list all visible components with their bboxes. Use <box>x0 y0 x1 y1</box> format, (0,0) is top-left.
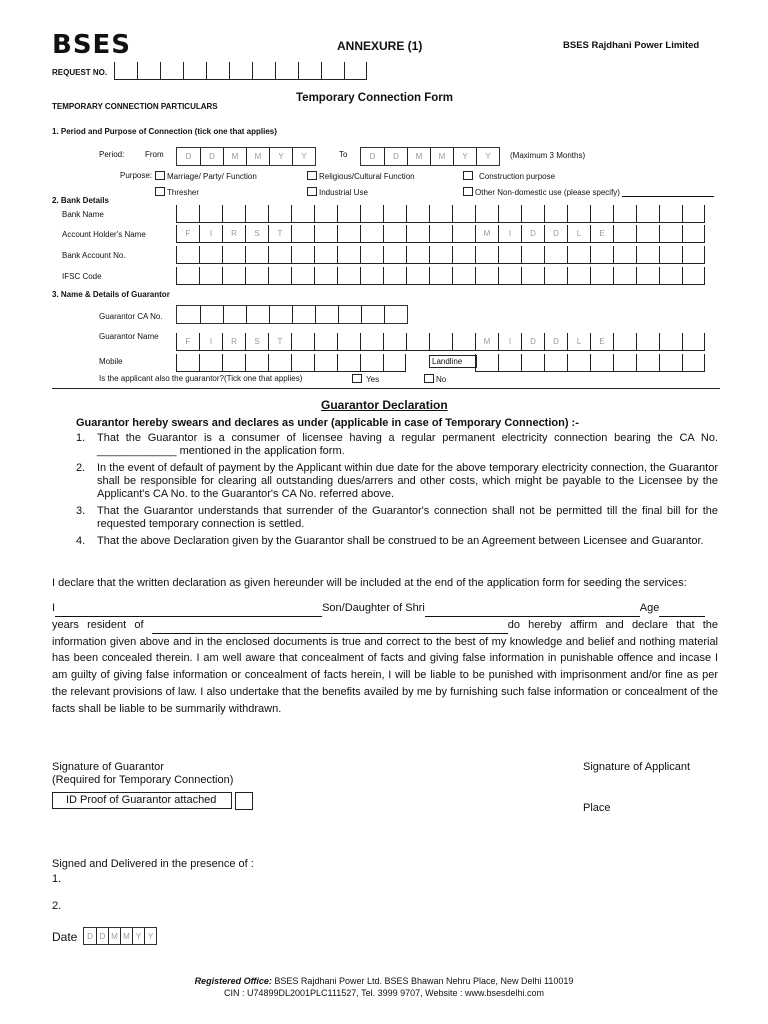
witness-1: 1. <box>52 873 62 885</box>
char-box[interactable]: Y <box>144 928 156 945</box>
char-box[interactable] <box>682 225 705 242</box>
char-box[interactable]: M <box>407 148 430 165</box>
guarantor-ca-field[interactable] <box>176 305 408 324</box>
to-date-field[interactable] <box>360 147 500 166</box>
list-item: 3. That the Guarantor understands that surrender of the Guarantor's connection shall not be permitted till the final bill for the requested temporary connection is settled. <box>76 505 718 530</box>
char-box[interactable] <box>544 205 567 222</box>
char-box[interactable] <box>360 225 383 242</box>
char-box[interactable] <box>160 62 183 79</box>
checkbox-icon <box>155 171 165 180</box>
char-box[interactable] <box>613 267 636 284</box>
id-proof-checkbox[interactable] <box>235 792 253 810</box>
guarantor-name-field[interactable] <box>176 333 705 351</box>
char-box[interactable] <box>498 246 521 263</box>
char-box[interactable] <box>314 225 337 242</box>
char-box[interactable] <box>245 354 268 371</box>
char-box[interactable] <box>429 333 452 350</box>
char-box[interactable]: M <box>246 148 269 165</box>
name-line[interactable] <box>55 604 322 617</box>
char-box[interactable]: D <box>200 148 223 165</box>
char-box[interactable] <box>590 246 613 263</box>
char-box[interactable] <box>222 205 245 222</box>
checkbox-icon <box>463 171 473 180</box>
char-box[interactable]: Y <box>453 148 476 165</box>
char-box[interactable] <box>406 267 429 284</box>
char-box[interactable] <box>383 205 406 222</box>
char-box[interactable] <box>452 333 475 350</box>
char-box[interactable] <box>337 267 360 284</box>
char-box[interactable]: F <box>176 333 199 350</box>
residence-line[interactable] <box>152 621 508 634</box>
char-box[interactable] <box>452 246 475 263</box>
list-item: 4. That the above Declaration given by the Guarantor shall be construed to be an Agreement between Licensee and Guarantor. <box>76 535 704 547</box>
bank-name-field[interactable] <box>176 205 705 223</box>
max-months-note: (Maximum 3 Months) <box>510 151 586 160</box>
char-box[interactable] <box>521 205 544 222</box>
bses-logo: BSES <box>52 30 132 60</box>
char-box[interactable] <box>268 246 291 263</box>
char-box[interactable] <box>384 306 407 323</box>
char-box[interactable]: I <box>498 225 521 242</box>
checkbox-icon <box>352 374 362 383</box>
char-box[interactable] <box>360 267 383 284</box>
declaration-intro: Guarantor hereby swears and declares as under (applicable in case of Temporary Connection) :- <box>76 417 579 429</box>
char-box[interactable] <box>291 267 314 284</box>
char-box[interactable] <box>636 333 659 350</box>
char-box[interactable]: M <box>475 225 498 242</box>
purpose-option-marriage[interactable]: Marriage/ Party/ Function <box>155 171 257 181</box>
declaration-title: Guarantor Declaration <box>321 398 448 412</box>
char-box[interactable] <box>452 267 475 284</box>
char-box[interactable] <box>338 306 361 323</box>
account-holder-field[interactable] <box>176 225 705 243</box>
char-box[interactable] <box>360 205 383 222</box>
char-box[interactable]: I <box>498 333 521 350</box>
char-box[interactable] <box>114 62 137 79</box>
section-divider <box>52 388 720 389</box>
char-box[interactable] <box>199 354 222 371</box>
witness-title: Signed and Delivered in the presence of : <box>52 858 254 870</box>
purpose-option-religious[interactable]: Religious/Cultural Function <box>307 171 415 181</box>
char-box[interactable] <box>252 62 275 79</box>
char-box[interactable] <box>498 205 521 222</box>
char-box[interactable] <box>314 333 337 350</box>
char-box[interactable] <box>659 225 682 242</box>
char-box[interactable]: D <box>96 928 108 945</box>
char-box[interactable] <box>406 333 429 350</box>
char-box[interactable] <box>682 267 705 284</box>
char-box[interactable] <box>521 354 544 371</box>
char-box[interactable] <box>199 267 222 284</box>
char-box[interactable] <box>337 246 360 263</box>
char-box[interactable] <box>337 354 360 371</box>
char-box[interactable] <box>636 246 659 263</box>
registered-office: Registered Office: BSES Rajdhani Power Ltd. BSES Bhawan Nehru Place, New Delhi 110019 <box>194 976 574 986</box>
char-box[interactable] <box>275 62 298 79</box>
char-box[interactable] <box>245 205 268 222</box>
landline-label[interactable]: Landline <box>429 355 477 368</box>
char-box[interactable] <box>429 267 452 284</box>
char-box[interactable] <box>613 246 636 263</box>
affirm-intro: I declare that the written declaration as given hereunder will be included at the end of the application form for seeding the services: <box>52 577 687 589</box>
place-label: Place <box>583 802 611 814</box>
char-box[interactable] <box>659 354 682 371</box>
char-box[interactable] <box>406 246 429 263</box>
char-box[interactable] <box>268 205 291 222</box>
char-box[interactable]: R <box>222 225 245 242</box>
purpose-option-construction[interactable]: Construction purpose <box>463 171 555 181</box>
char-box[interactable] <box>246 306 269 323</box>
guarantor-ca-label: Guarantor CA No. <box>99 312 163 321</box>
witness-2: 2. <box>52 900 62 912</box>
char-box[interactable]: E <box>590 333 613 350</box>
char-box[interactable] <box>636 225 659 242</box>
purpose-option-thresher[interactable]: Thresher <box>155 187 199 197</box>
account-holder-label: Account Holder's Name <box>62 230 146 239</box>
applicant-signature-label: Signature of Applicant <box>583 761 691 773</box>
section1-title: 1. Period and Purpose of Connection (tick one that applies) <box>52 127 277 136</box>
checkbox-icon <box>155 187 165 196</box>
answer-yes[interactable]: Yes <box>352 374 379 384</box>
purpose-option-industrial[interactable]: Industrial Use <box>307 187 368 197</box>
declaration-list <box>76 432 718 552</box>
char-box[interactable]: T <box>268 333 291 350</box>
char-box[interactable] <box>636 267 659 284</box>
char-box[interactable] <box>429 205 452 222</box>
char-box[interactable] <box>298 62 321 79</box>
char-box[interactable]: T <box>268 225 291 242</box>
char-box[interactable]: D <box>521 333 544 350</box>
annexure-title: ANNEXURE (1) <box>337 39 423 53</box>
char-box[interactable]: L <box>567 333 590 350</box>
char-box[interactable] <box>315 306 338 323</box>
char-box[interactable] <box>199 246 222 263</box>
char-box[interactable]: E <box>590 225 613 242</box>
char-box[interactable]: M <box>223 148 246 165</box>
char-box[interactable]: D <box>521 225 544 242</box>
char-box[interactable] <box>176 205 199 222</box>
char-box[interactable] <box>314 205 337 222</box>
char-box[interactable]: Y <box>269 148 292 165</box>
char-box[interactable]: I <box>199 225 222 242</box>
char-box[interactable] <box>222 354 245 371</box>
char-box[interactable] <box>452 205 475 222</box>
char-box[interactable]: M <box>108 928 120 945</box>
char-box[interactable] <box>521 267 544 284</box>
char-box[interactable] <box>268 354 291 371</box>
char-box[interactable] <box>337 333 360 350</box>
char-box[interactable] <box>567 205 590 222</box>
char-box[interactable] <box>245 267 268 284</box>
checkbox-icon <box>463 187 473 196</box>
landline-field[interactable] <box>475 354 705 372</box>
char-box[interactable] <box>291 225 314 242</box>
to-label: To <box>339 150 348 159</box>
char-box[interactable]: D <box>384 148 407 165</box>
guarantor-name-label: Guarantor Name <box>99 332 159 341</box>
char-box[interactable] <box>659 205 682 222</box>
char-box[interactable] <box>314 354 337 371</box>
char-box[interactable] <box>544 267 567 284</box>
char-box[interactable] <box>268 267 291 284</box>
char-box[interactable] <box>383 333 406 350</box>
char-box[interactable] <box>199 205 222 222</box>
mobile-field[interactable] <box>176 354 406 372</box>
purpose-label: Purpose: <box>120 171 153 180</box>
char-box[interactable] <box>682 246 705 263</box>
char-box[interactable] <box>314 267 337 284</box>
char-box[interactable]: Y <box>132 928 144 945</box>
char-box[interactable] <box>176 246 199 263</box>
char-box[interactable] <box>613 354 636 371</box>
char-box[interactable]: D <box>87 932 93 941</box>
char-box[interactable] <box>682 354 705 371</box>
from-label: From <box>145 150 164 159</box>
date-field[interactable] <box>83 927 157 945</box>
char-box[interactable]: D <box>544 225 567 242</box>
particulars-title: TEMPORARY CONNECTION PARTICULARS <box>52 102 218 111</box>
char-box[interactable] <box>291 205 314 222</box>
list-item: 2. In the event of default of payment by the Applicant within due date for the above temporary electricity connection, the Guarantor shall be responsible for clearing all outstanding dues/arrers and other costs, which might be payable to the Licensee by the Applicant's CA No. to the Guarantor's CA No. referred above. <box>76 462 718 500</box>
char-box[interactable]: M <box>120 928 132 945</box>
char-box[interactable]: I <box>199 333 222 350</box>
char-box[interactable] <box>229 62 252 79</box>
char-box[interactable] <box>337 205 360 222</box>
char-box[interactable] <box>245 246 268 263</box>
char-box[interactable] <box>636 205 659 222</box>
char-box[interactable] <box>429 225 452 242</box>
guarantor-signature-label: Signature of Guarantor <box>52 761 164 773</box>
char-box[interactable] <box>544 246 567 263</box>
answer-no[interactable]: No <box>424 374 446 384</box>
affirm-paragraph: I Son/Daughter of Shri Age years resident of do hereby affirm and declare that the information given above and in the enclosed documents is true and correct to the best of my knowledge and belief and nothing material has been concealed therein. I am well aware that concealment of facts and giving false information in punishable offence and incase I am guilty of giving false information or concealment of facts herein, I will be liable to be punished with imprisonment and/or fine as per the relevant provisions of law. I also undertake that the benefits availed by me by furnishing such false information or concealment of the facts shall be liable to be summarily withdrawn. <box>52 602 718 715</box>
char-box[interactable] <box>176 267 199 284</box>
char-box[interactable] <box>682 205 705 222</box>
id-proof-label: ID Proof of Guarantor attached <box>52 792 232 809</box>
char-box[interactable] <box>613 225 636 242</box>
char-box[interactable] <box>613 333 636 350</box>
char-box[interactable] <box>590 354 613 371</box>
char-box[interactable] <box>321 62 344 79</box>
char-box[interactable]: Y <box>292 148 315 165</box>
period-label: Period: <box>99 150 125 159</box>
char-box[interactable] <box>567 246 590 263</box>
char-box[interactable] <box>337 225 360 242</box>
char-box[interactable] <box>344 62 367 79</box>
char-box[interactable] <box>498 267 521 284</box>
char-box[interactable] <box>452 225 475 242</box>
char-box[interactable] <box>613 205 636 222</box>
checkbox-icon <box>307 187 317 196</box>
father-name-line[interactable] <box>425 604 640 617</box>
date-label: Date <box>52 930 78 944</box>
char-box[interactable] <box>475 205 498 222</box>
char-box[interactable] <box>682 333 705 350</box>
char-box[interactable] <box>222 246 245 263</box>
char-box[interactable] <box>383 354 406 371</box>
applicant-guarantor-question: Is the applicant also the guarantor?(Tick one that applies) <box>99 374 303 383</box>
bank-name-label: Bank Name <box>62 210 104 219</box>
char-box[interactable] <box>383 246 406 263</box>
account-no-label: Bank Account No. <box>62 251 126 260</box>
char-box[interactable] <box>590 205 613 222</box>
char-box[interactable] <box>200 306 223 323</box>
char-box[interactable] <box>475 354 498 371</box>
char-box[interactable] <box>183 62 206 79</box>
char-box[interactable] <box>383 267 406 284</box>
char-box[interactable]: D <box>185 152 192 161</box>
section2-title: 2. Bank Details <box>52 196 109 205</box>
char-box[interactable] <box>544 354 567 371</box>
char-box[interactable] <box>475 246 498 263</box>
char-box[interactable] <box>137 62 160 79</box>
ifsc-label: IFSC Code <box>62 272 102 281</box>
char-box[interactable] <box>429 246 452 263</box>
request-no-field[interactable] <box>114 62 367 80</box>
char-box[interactable] <box>177 306 200 323</box>
char-box[interactable] <box>360 333 383 350</box>
form-title: Temporary Connection Form <box>296 92 453 104</box>
request-no-label: REQUEST NO. <box>52 68 108 77</box>
age-line[interactable] <box>659 604 705 617</box>
char-box[interactable] <box>590 267 613 284</box>
char-box[interactable] <box>269 306 292 323</box>
account-no-field[interactable] <box>176 246 705 264</box>
mobile-label: Mobile <box>99 357 123 366</box>
char-box[interactable] <box>659 333 682 350</box>
char-box[interactable] <box>567 354 590 371</box>
company-name: BSES Rajdhani Power Limited <box>563 40 700 51</box>
char-box[interactable] <box>406 205 429 222</box>
char-box[interactable]: F <box>176 225 199 242</box>
char-box[interactable]: M <box>430 148 453 165</box>
char-box[interactable] <box>636 354 659 371</box>
char-box[interactable] <box>567 267 590 284</box>
char-box[interactable] <box>521 246 544 263</box>
char-box[interactable] <box>361 306 384 323</box>
char-box[interactable] <box>475 267 498 284</box>
char-box[interactable] <box>222 267 245 284</box>
char-box[interactable] <box>291 333 314 350</box>
char-box[interactable]: L <box>567 225 590 242</box>
char-box[interactable] <box>659 246 682 263</box>
section3-title: 3. Name & Details of Guarantor <box>52 290 170 299</box>
char-box[interactable]: Y <box>476 148 499 165</box>
char-box[interactable] <box>383 225 406 242</box>
char-box[interactable] <box>406 225 429 242</box>
from-date-field[interactable] <box>176 147 316 166</box>
checkbox-icon <box>307 171 317 180</box>
checkbox-icon <box>424 374 434 383</box>
char-box[interactable] <box>498 354 521 371</box>
guarantor-signature-note: (Required for Temporary Connection) <box>52 774 234 786</box>
char-box[interactable] <box>659 267 682 284</box>
char-box[interactable] <box>360 354 383 371</box>
char-box[interactable]: R <box>222 333 245 350</box>
char-box[interactable]: D <box>544 333 567 350</box>
char-box[interactable] <box>314 246 337 263</box>
char-box[interactable] <box>223 306 246 323</box>
list-item: 1. That the Guarantor is a consumer of licensee having a regular permanent electricity connection bearing the CA No. _____________ mentioned in the application form. <box>76 432 718 457</box>
ifsc-field[interactable] <box>176 267 705 285</box>
char-box[interactable]: S <box>245 333 268 350</box>
char-box[interactable] <box>360 246 383 263</box>
char-box[interactable]: D <box>369 152 376 161</box>
char-box[interactable] <box>292 306 315 323</box>
char-box[interactable] <box>176 354 199 371</box>
purpose-option-other[interactable]: Other Non-domestic use (please specify) <box>463 187 714 197</box>
char-box[interactable] <box>206 62 229 79</box>
char-box[interactable] <box>291 354 314 371</box>
char-box[interactable]: S <box>245 225 268 242</box>
char-box[interactable] <box>291 246 314 263</box>
char-box[interactable]: M <box>475 333 498 350</box>
cin-line: CIN : U74899DL2001PLC111527, Tel. 3999 9707, Website : www.bsesdelhi.com <box>223 988 545 998</box>
